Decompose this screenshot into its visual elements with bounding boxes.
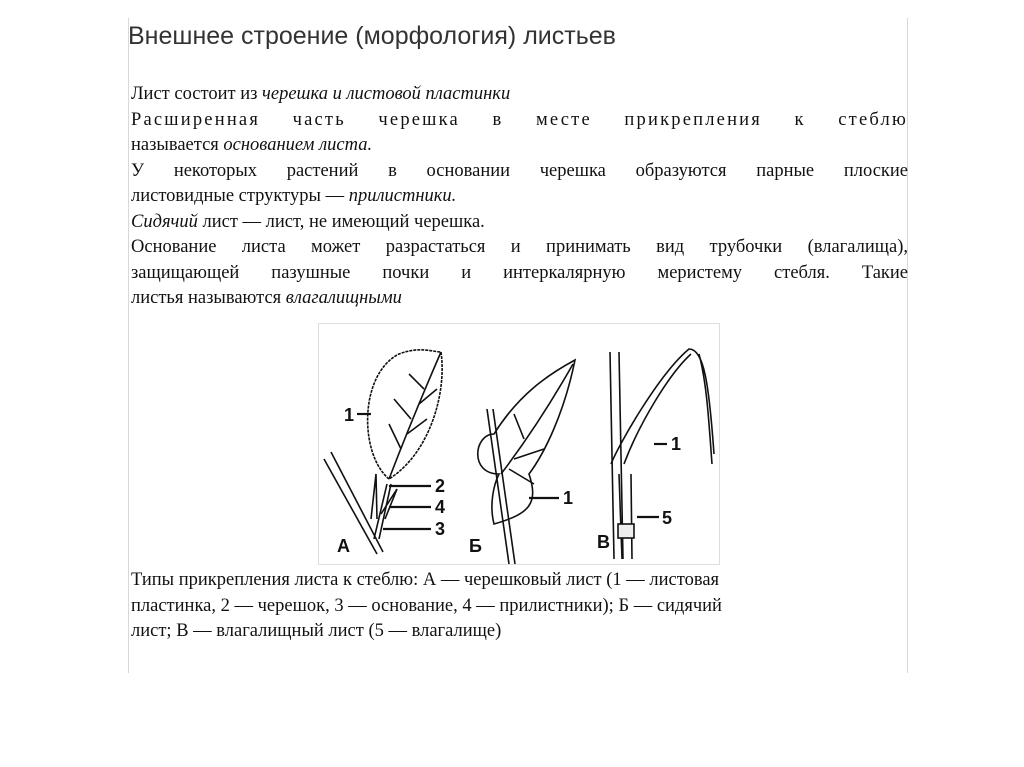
paragraph: называется основанием листа. <box>131 135 373 155</box>
paragraph: Сидячий лист — лист, не имеющий черешка. <box>131 211 485 232</box>
leaf-attachment-figure <box>318 323 720 565</box>
label-letter-b: Б <box>469 536 482 556</box>
label-number-3: 3 <box>435 519 446 539</box>
paragraph: листовидные структуры — прилистники. <box>131 186 457 206</box>
label-number-1: 1 <box>671 434 682 454</box>
label-letter-a: А <box>337 536 350 556</box>
caption-line: лист; В — влагалищный лист (5 — влагалище) <box>131 621 502 641</box>
paragraph: У некоторых растений в основании черешка образуются парные плоские <box>131 160 908 181</box>
paragraph: Расширенная часть черешка в месте прикрепления к стеблю <box>131 109 908 130</box>
label-number-1: 1 <box>563 488 574 508</box>
paragraph: Лист состоит из черешка и листовой пластинки <box>131 84 511 104</box>
label-number-1: 1 <box>344 405 355 425</box>
figure-caption <box>131 568 891 645</box>
caption-line: Типы прикрепления листа к стеблю: А — черешковый лист (1 — листовая <box>131 570 720 590</box>
label-number-5: 5 <box>662 508 673 528</box>
paragraph: защищающей пазушные почки и интеркалярную меристему стебля. Такие <box>131 262 908 283</box>
label-number-4: 4 <box>435 497 446 517</box>
sessile-leaf-drawing <box>478 360 575 564</box>
label-number-2: 2 <box>435 476 446 496</box>
petiolate-leaf-drawing <box>324 350 442 554</box>
label-letter-v: В <box>597 532 610 552</box>
paragraph: Основание листа может разрастаться и принимать вид трубочки (влагалища), <box>131 237 908 257</box>
caption-line: пластинка, 2 — черешок, 3 — основание, 4 — прилистники); Б — сидячий <box>131 595 722 616</box>
slide-title: Внешнее строение (морфология) листьев <box>128 22 616 50</box>
slide-border-left <box>128 18 129 673</box>
body-text <box>131 82 908 312</box>
paragraph: листья называются влагалищными <box>131 288 402 308</box>
